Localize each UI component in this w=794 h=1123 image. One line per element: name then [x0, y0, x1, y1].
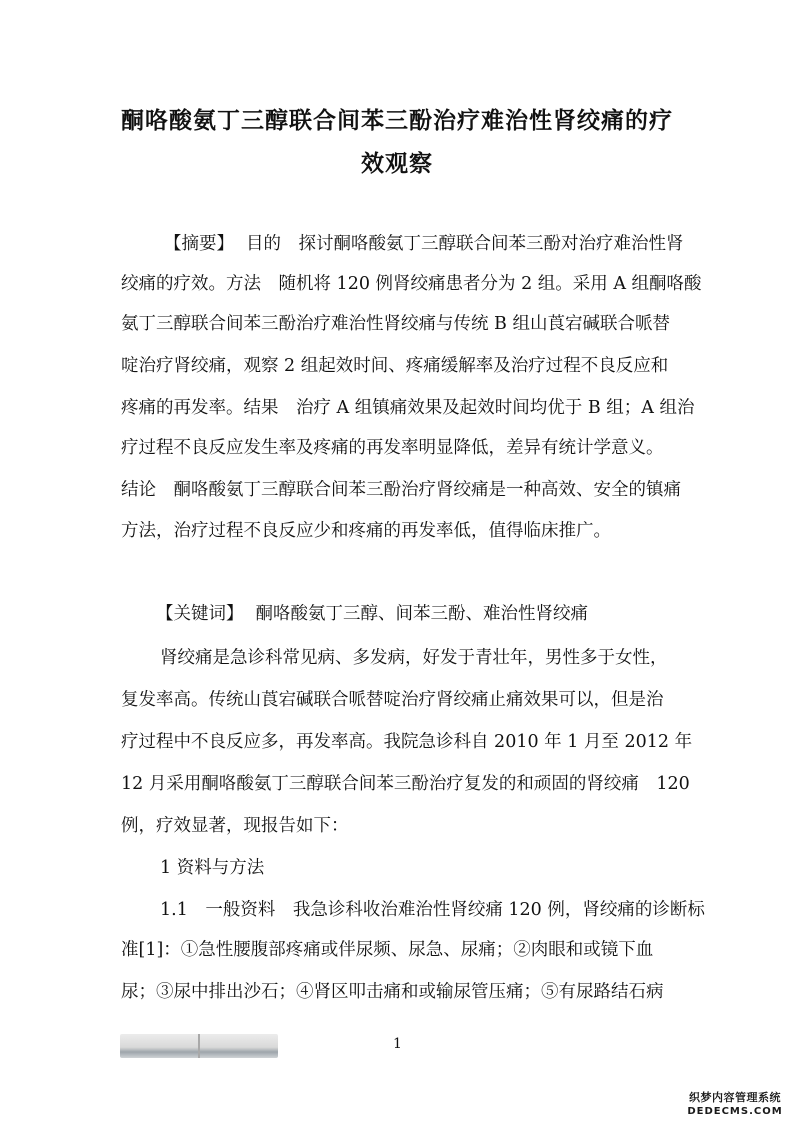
keywords [156, 602, 588, 626]
abstract-line: 啶治疗肾绞痛，观察 2 组起效时间、疼痛缓解率及治疗过程不良反应和 [121, 356, 669, 376]
page-number: 1 [393, 1036, 402, 1052]
book-graphic [120, 1034, 278, 1058]
body-line: 准[1]：①急性腰腹部疼痛或伴尿频、尿急、尿痛；②肉眼和或镜下血 [121, 940, 654, 960]
body-line: 例，疗效显著，现报告如下： [121, 816, 349, 836]
abstract-line: 方法，治疗过程不良反应少和疼痛的再发率低，值得临床推广。 [121, 521, 611, 541]
abstract-line: 氨丁三醇联合间苯三酚治疗难治性肾绞痛与传统 B 组山莨宕碱联合哌替 [121, 314, 670, 334]
abstract-first-line [164, 232, 684, 256]
body-line: 肾绞痛是急诊科常见病、多发病，好发于青壮年，男性多于女性， [160, 648, 668, 668]
body-line: 复发率高。传统山莨宕碱联合哌替啶治疗肾绞痛止痛效果可以，但是治 [121, 690, 664, 710]
body-line: 1.1 一般资料 我急诊科收治难治性肾绞痛 120 例，肾绞痛的诊断标 [160, 900, 705, 920]
watermark [680, 1089, 790, 1117]
body-line: 尿；③尿中排出沙石；④肾区叩击痛和或输尿管压痛；⑤有尿路结石病 [121, 982, 664, 1002]
abstract-line: 疼痛的再发率。结果 治疗 A 组镇痛效果及起效时间均优于 B 组；A 组治 [121, 398, 695, 418]
keywords-label: 【关键词】 [156, 604, 244, 624]
title-line-2: 效观察 [361, 151, 433, 177]
abstract-line: 疗过程不良反应发生率及疼痛的再发率明显降低，差异有统计学意义。 [121, 438, 664, 458]
document-title [100, 100, 694, 186]
abstract-line: 绞痛的疗效。方法 随机将 120 例肾绞痛患者分为 2 组。采用 A 组酮咯酸 [121, 274, 702, 294]
abstract-line: 目的 探讨酮咯酸氨丁三醇联合间苯三酚对治疗难治性肾 [246, 234, 684, 254]
abstract-line: 结论 酮咯酸氨丁三醇联合间苯三酚治疗肾绞痛是一种高效、安全的镇痛 [121, 480, 681, 500]
title-line-1: 酮咯酸氨丁三醇联合间苯三酚治疗难治性肾绞痛的疗 [121, 108, 673, 134]
section-heading: 1 资料与方法 [160, 858, 265, 878]
body-line: 疗过程中不良反应多，再发率高。我院急诊科自 2010 年 1 月至 2012 年 [121, 732, 693, 752]
abstract-label: 【摘要】 [164, 234, 234, 254]
keywords-text: 酮咯酸氨丁三醇、间苯三酚、难治性肾绞痛 [255, 604, 588, 624]
watermark-title: 织梦内容管理系统 [689, 1091, 781, 1104]
body-line: 12 月采用酮咯酸氨丁三醇联合间苯三酚治疗复发的和顽固的肾绞痛 120 [121, 774, 690, 794]
watermark-domain: DEDECMS.COM [687, 1106, 783, 1117]
